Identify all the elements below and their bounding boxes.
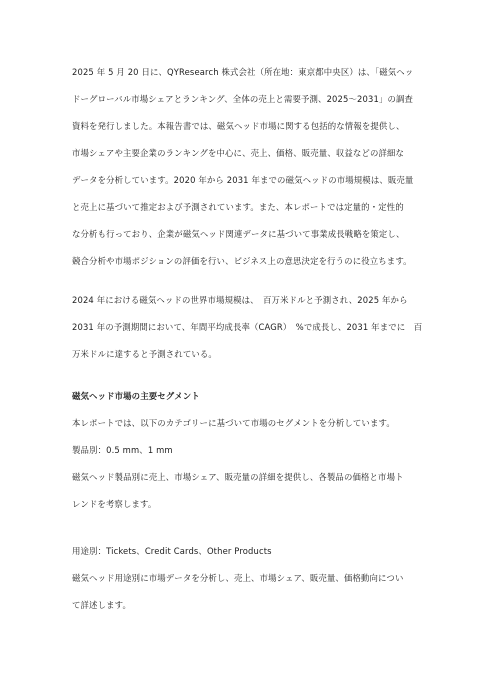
- application-description-line-1: 磁気ヘッド用途別に市場データを分析し、売上、市場シェア、販売量、価格動向につい: [72, 573, 404, 583]
- intro-line-2: ドーグローバル市場シェアとランキング、全体の売上と需要予測、2025～2031」の調査: [72, 94, 414, 104]
- application-description-line-2: て詳述します。: [72, 600, 132, 610]
- market-size-line-2: 2031 年の予測期間において、年間平均成長率（CAGR） %で成長し、2031 年までに 百: [72, 322, 423, 332]
- segment-heading: 磁気ヘッド市場の主要セグメント: [72, 391, 200, 401]
- product-description-line-2: レンドを考察します。: [72, 499, 157, 509]
- product-description-line-1: 磁気ヘッド製品別に売上、市場シェア、販売量の詳細を提供し、各製品の価格と市場ト: [72, 472, 404, 482]
- intro-line-4: 市場シェアや主要企業のランキングを中心に、売上、価格、販売量、収益などの詳細な: [72, 148, 405, 158]
- intro-line-3: 資料を発行しました。本報告書では、磁気ヘッド市場に関する包括的な情報を提供し、: [72, 121, 405, 131]
- product-types: 製品別：0.5 mm、1 mm: [72, 445, 173, 455]
- intro-line-1: 2025 年 5 月 20 日に、QYResearch 株式会社（所在地：東京都中央区）は、「磁気ヘッ: [72, 67, 414, 77]
- applications: 用途別：Tickets、Credit Cards、Other Products: [72, 546, 272, 556]
- intro-line-6: と売上に基づいて推定および予測されています。また、本レポートでは定量的・定性的: [72, 202, 404, 212]
- segment-intro: 本レポートでは、以下のカテゴリーに基づいて市場のセグメントを分析しています。: [72, 418, 395, 428]
- market-size-line-3: 万米ドルに達すると予測されている。: [72, 349, 217, 359]
- intro-line-7: な分析も行っており、企業が磁気ヘッド関連データに基づいて事業成長戦略を策定し、: [72, 229, 405, 239]
- intro-line-8: 競合分析や市場ポジションの評価を行い、ビジネス上の意思決定を行うのに役立ちます。: [72, 256, 412, 266]
- market-size-line-1: 2024 年における磁気ヘッドの世界市場規模は、 百万米ドルと予測され、2025 年から: [72, 295, 408, 305]
- intro-line-5: データを分析しています。2020 年から 2031 年までの磁気ヘッドの市場規模は、販売量: [72, 175, 414, 185]
